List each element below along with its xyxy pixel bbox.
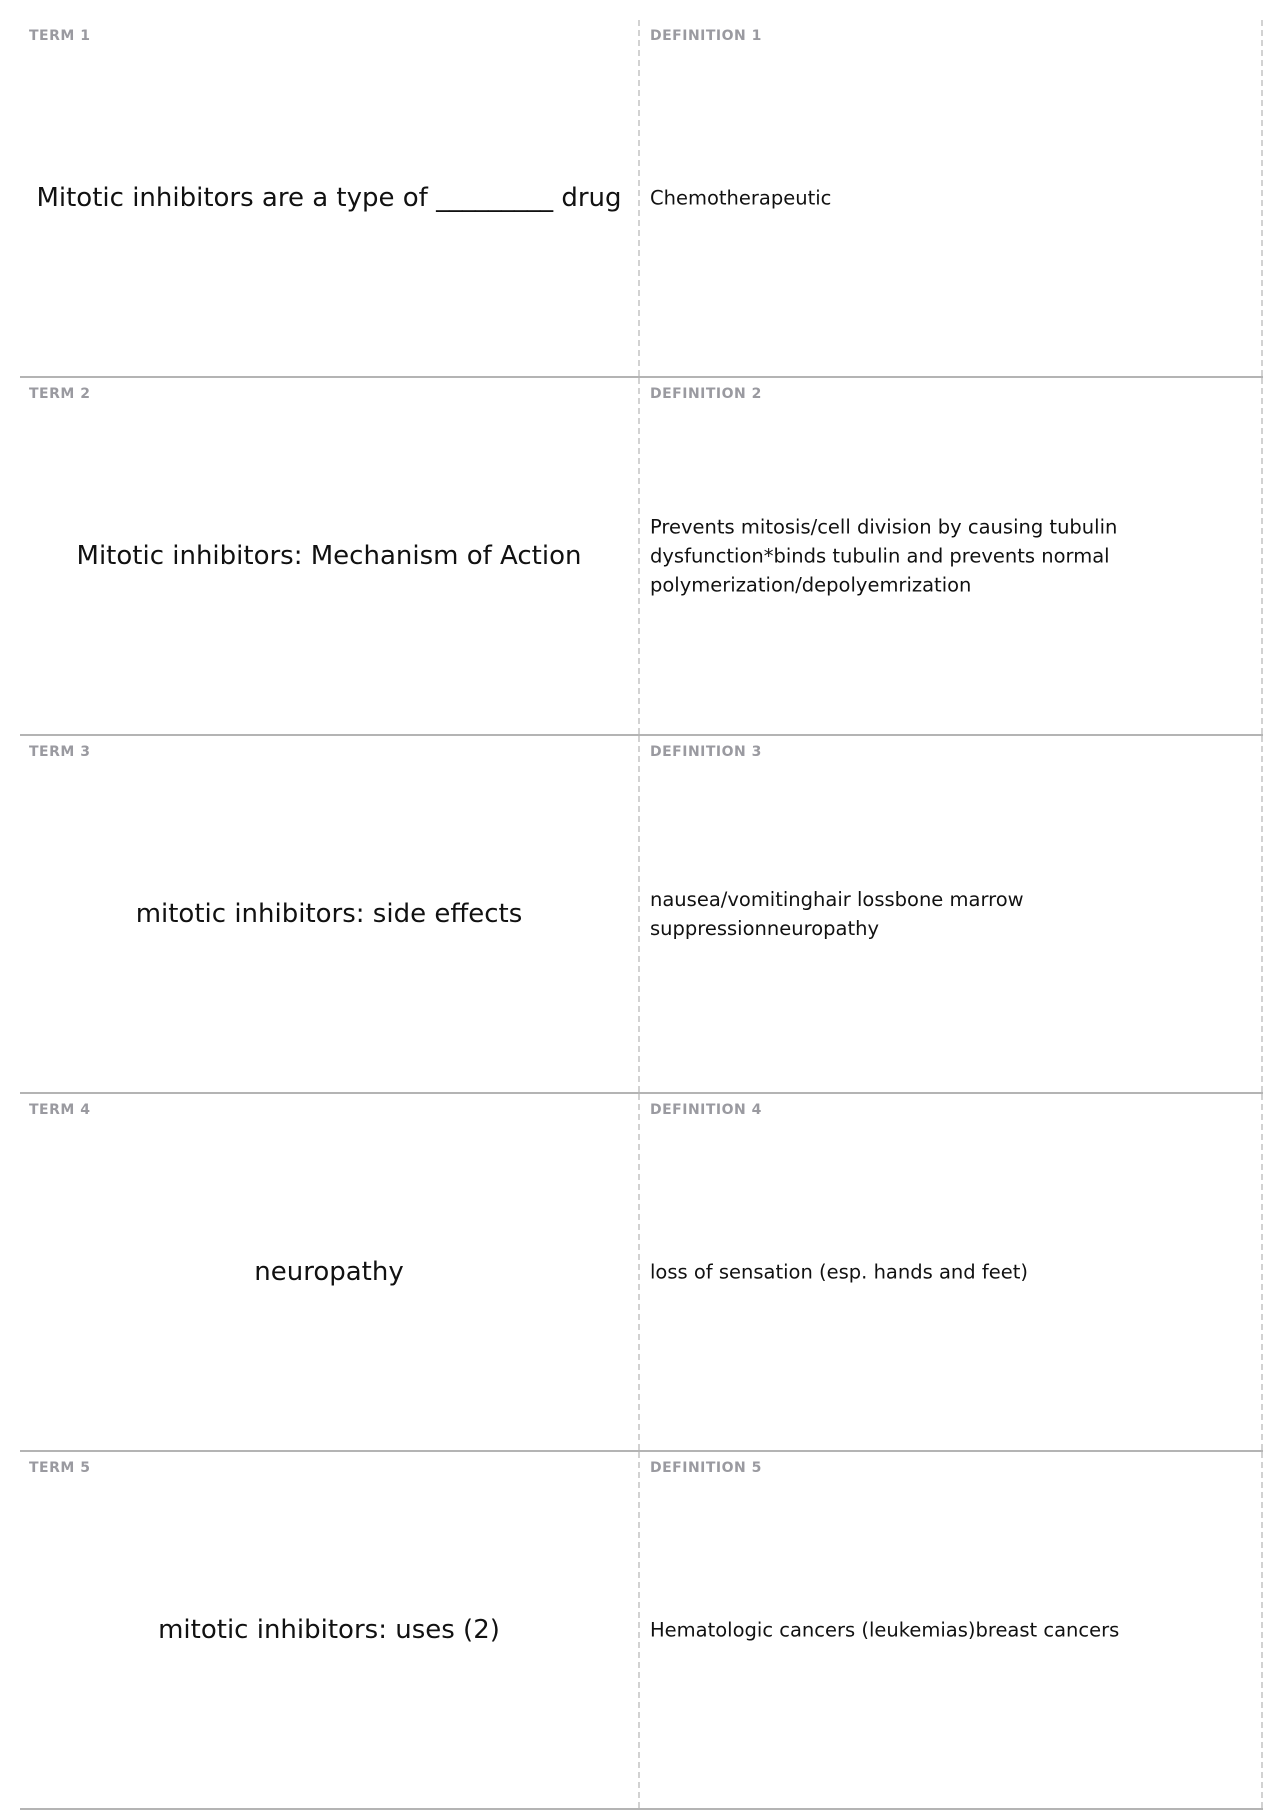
term-label: TERM 2: [29, 386, 91, 402]
term-label: TERM 1: [29, 28, 91, 44]
term-text: Mitotic inhibitors: Mechanism of Action: [76, 541, 582, 571]
definition-text: Prevents mitosis/cell division by causing tubulin dysfunction*binds tubulin and prevents normal polymerization/depolyemrization: [650, 515, 1118, 597]
flashcard-sheet: [20, 20, 1263, 1810]
definition-label: DEFINITION 5: [650, 1460, 762, 1476]
definition-cell: [640, 20, 1263, 376]
definition-text: nausea/vomitinghair lossbone marrow suppressionneuropathy: [650, 888, 1024, 940]
definition-label: DEFINITION 4: [650, 1102, 762, 1118]
definition-label: DEFINITION 2: [650, 386, 762, 402]
definition-cell: [640, 1452, 1263, 1808]
definition-text: Hematologic cancers (leukemias)breast cancers: [650, 1618, 1120, 1642]
term-cell: [20, 1094, 640, 1450]
definition-cell: [640, 736, 1263, 1092]
definition-text: Chemotherapeutic: [650, 186, 832, 210]
definition-cell: [640, 378, 1263, 734]
term-text: mitotic inhibitors: uses (2): [158, 1615, 500, 1645]
term-cell: [20, 1452, 640, 1808]
term-text: mitotic inhibitors: side effects: [135, 899, 523, 929]
term-text: neuropathy: [254, 1257, 404, 1287]
card-row: [20, 1094, 1263, 1452]
definition-text: loss of sensation (esp. hands and feet): [650, 1260, 1028, 1284]
definition-label: DEFINITION 1: [650, 28, 762, 44]
term-cell: [20, 378, 640, 734]
card-row: [20, 736, 1263, 1094]
definition-cell: [640, 1094, 1263, 1450]
card-row: [20, 1452, 1263, 1810]
definition-label: DEFINITION 3: [650, 744, 762, 760]
card-row: [20, 378, 1263, 736]
term-text: Mitotic inhibitors are a type of _________ drug: [36, 183, 622, 213]
term-cell: [20, 736, 640, 1092]
term-label: TERM 5: [29, 1460, 91, 1476]
card-row: [20, 20, 1263, 378]
term-cell: [20, 20, 640, 376]
term-label: TERM 3: [29, 744, 91, 760]
term-label: TERM 4: [29, 1102, 91, 1118]
